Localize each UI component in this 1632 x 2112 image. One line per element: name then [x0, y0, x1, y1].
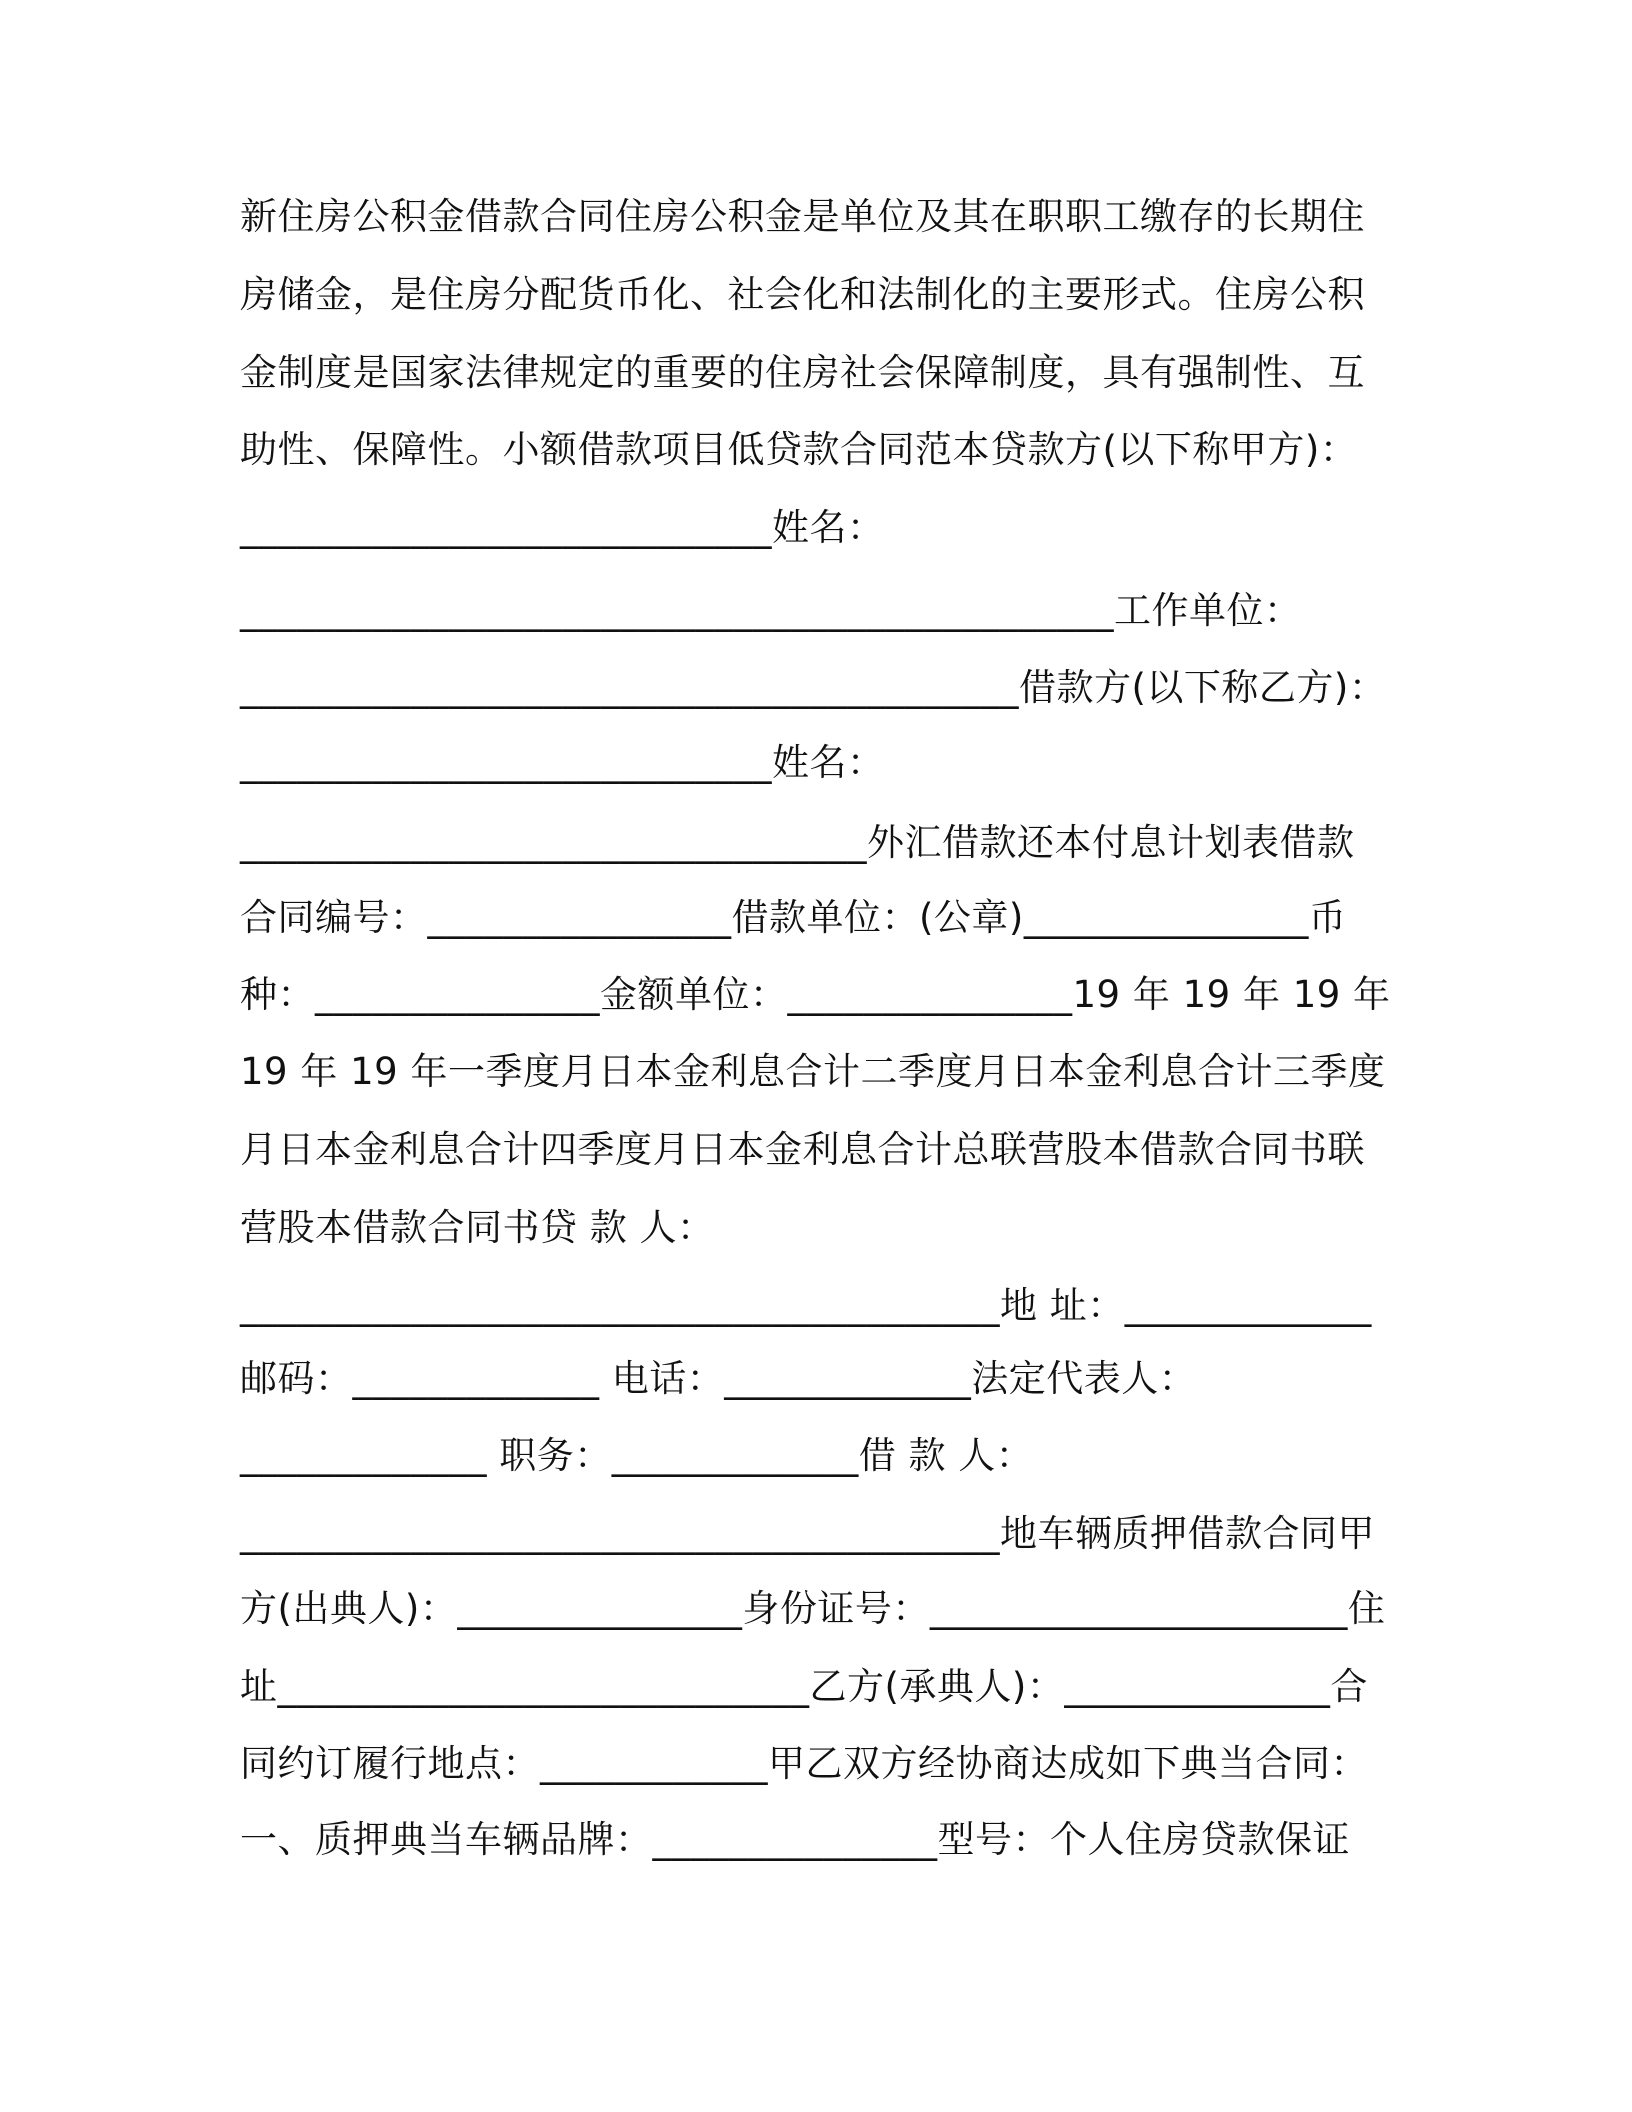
- text-line: 金制度是国家法律规定的重要的住房社会保障制度，具有强制性、互: [240, 351, 1365, 394]
- text-line: 同约订履行地点：____________甲乙双方经协商达成如下典当合同：: [240, 1742, 1368, 1785]
- text-line: _____________ 职务：_____________借 款 人：: [240, 1434, 1034, 1477]
- text-line: 月日本金利息合计四季度月日本金利息合计总联营股本借款合同书联: [240, 1128, 1365, 1171]
- text-line: _________________________________________借款方(以下称乙方)：: [240, 666, 1387, 709]
- text-line: ________________________________________地车辆质押借款合同甲: [240, 1512, 1375, 1555]
- text-line: ________________________________________地 址：_____________: [240, 1284, 1372, 1327]
- text-line: 19 年 19 年一季度月日本金利息合计二季度月日本金利息合计三季度: [240, 1050, 1386, 1093]
- text-line: 种：_______________金额单位：_______________19 年 19 年 19 年: [240, 973, 1391, 1016]
- text-line: 营股本借款合同书贷 款 人：: [240, 1206, 715, 1249]
- text-line: ____________________________姓名：: [240, 741, 885, 784]
- text-line: ____________________________姓名：: [240, 506, 885, 549]
- text-line: 方(出典人)：_______________身份证号：______________________住: [240, 1587, 1386, 1630]
- text-line: 一、质押典当车辆品牌：_______________型号：个人住房贷款保证: [240, 1818, 1350, 1861]
- text-line: 助性、保障性。小额借款项目低贷款合同范本贷款方(以下称甲方)：: [240, 428, 1358, 471]
- text-line: 邮码：_____________ 电话：_____________法定代表人：: [240, 1357, 1197, 1400]
- text-line: 合同编号：________________借款单位：(公章)_______________币: [240, 896, 1347, 939]
- text-line: 址____________________________乙方(承典人)：______________合: [240, 1665, 1368, 1708]
- text-line: _________________________________外汇借款还本付息计划表借款: [240, 821, 1355, 864]
- text-line: 新住房公积金借款合同住房公积金是单位及其在职职工缴存的长期住: [240, 195, 1365, 238]
- text-line: ______________________________________________工作单位：: [240, 589, 1302, 632]
- text-line: 房储金，是住房分配货币化、社会化和法制化的主要形式。住房公积: [240, 273, 1365, 316]
